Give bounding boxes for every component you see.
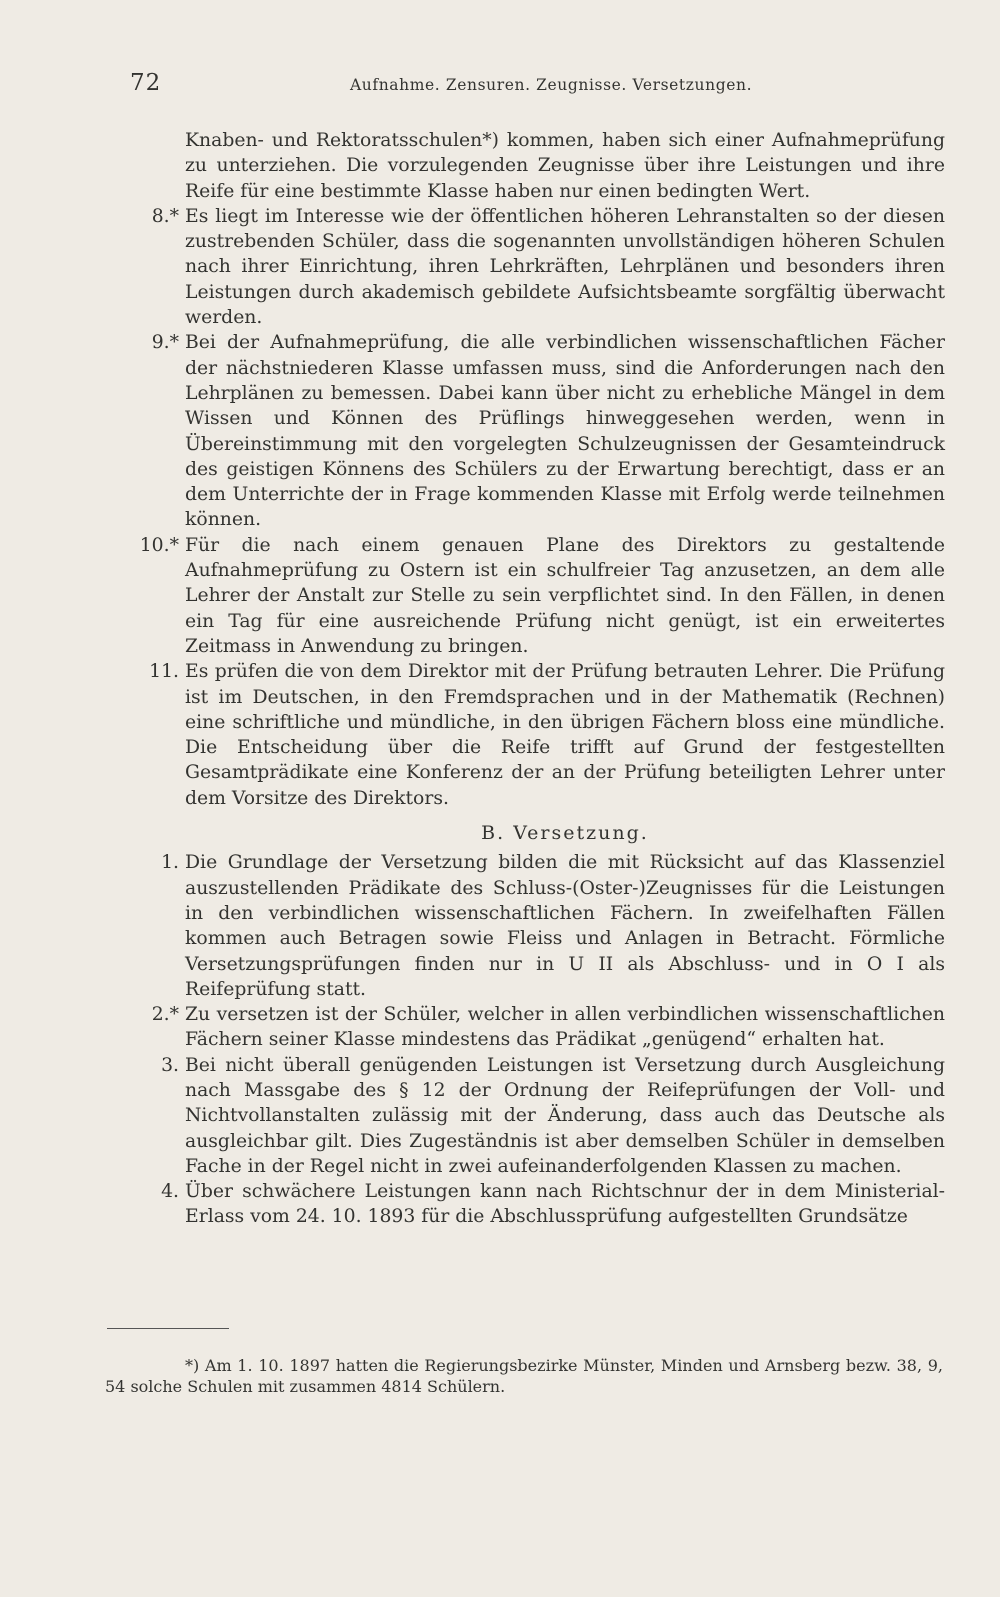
section-heading: B. Versetzung. bbox=[481, 822, 649, 845]
paragraph-text: Bei nicht überall genügenden Leistungen ist Versetzung durch Ausgleichung nach Massgabe des § 12 der Ordnung der Reifeprüfungen der Voll- und Nichtvollanstalten zulässig mit der Änderung, dass auch das Deutsche als ausgleichbar gilt. Dies Zugeständnis ist aber demselben Schüler in demselben Fache in der Regel nicht in zwei aufeinanderfolgenden Klassen zu machen. bbox=[185, 1054, 945, 1177]
paragraph-text: Es prüfen die von dem Direktor mit der Prüfung betrauten Lehrer. Die Prüfung ist im Deutschen, in den Fremdsprachen und in der Mathematik (Rechnen) eine schriftliche und mündliche, in den übrigen Fächern bloss eine mündliche. Die Entscheidung über die Reife trifft auf Grund der festgestellten Gesamtprädikate eine Konferenz der an der Prüfung beteiligten Lehrer unter dem Vorsitze des Direktors. bbox=[185, 661, 945, 809]
numbered-paragraph-b4 bbox=[161, 1179, 945, 1230]
numbered-paragraph-b3 bbox=[161, 1053, 945, 1179]
paragraph-number: 8.* bbox=[151, 205, 179, 227]
paragraph-text: Die Grundlage der Versetzung bilden die mit Rücksicht auf das Klassenziel auszustellenden Prädikate des Schluss-(Oster-)Zeugnisses für die Leistungen in den verbindlichen wissenschaftlichen Fächern. In zweifelhaften Fällen kommen auch Betragen sowie Fleiss und Anlagen in Betracht. Förmliche Versetzungsprüfungen finden nur in U II als Abschluss- und in O I als Reifeprüfung statt. bbox=[185, 852, 945, 1000]
page-header bbox=[130, 70, 940, 100]
numbered-paragraph-8 bbox=[151, 204, 945, 330]
paragraph-text: Zu versetzen ist der Schüler, welcher in allen verbindlichen wissenschaftlichen Fächern seiner Klasse mindestens das Prädikat „genügend“ erhalten hat. bbox=[185, 1004, 945, 1051]
running-title: Aufnahme. Zensuren. Zeugnisse. Versetzungen. bbox=[350, 76, 753, 94]
paragraph-text: Über schwächere Leistungen kann nach Richtschnur der in dem Ministerial-Erlass vom 24. 10. 1893 für die Abschlussprüfung aufgestellten Grundsätze bbox=[185, 1181, 945, 1228]
page-number: 72 bbox=[130, 70, 162, 96]
paragraph-number: 4. bbox=[161, 1181, 179, 1203]
paragraph-text: Für die nach einem genauen Plane des Direktors zu gestaltende Aufnahmeprüfung zu Ostern ist ein schulfreier Tag anzusetzen, an dem alle Lehrer der Anstalt zur Stelle zu sein verpflichtet sind. In den Fällen, in denen ein Tag für eine ausreichende Prüfung nicht genügt, ist ein erweitertes Zeitmass in Anwendung zu bringen. bbox=[185, 534, 945, 657]
footnote-divider bbox=[107, 1328, 229, 1329]
paragraph-number: 2.* bbox=[151, 1004, 179, 1026]
paragraph-number: 11. bbox=[149, 661, 179, 683]
numbered-paragraph-9 bbox=[151, 330, 945, 532]
footnote: *) Am 1. 10. 1897 hatten die Regierungsbezirke Münster, Minden und Arnsberg bezw. 38, 9, 54 solche Schulen mit zusammen 4814 Schülern. bbox=[105, 1356, 943, 1396]
paragraph-text: Bei der Aufnahmeprüfung, die alle verbindlichen wissenschaftlichen Fächer der nächstniederen Klasse umfassen muss, sind die Anforderungen nach den Lehrplänen zu bemessen. Dabei kann über nicht zu erhebliche Mängel in dem Wissen und Können des Prüflings hinweggesehen werden, wenn in Übereinstimmung mit den vorgelegten Schulzeugnissen der Gesamteindruck des geistigen Könnens des Schülers zu der Erwartung berechtigt, dass er an dem Unterrichte der in Frage kommenden Klasse mit Erfolg werde teilnehmen können. bbox=[185, 332, 945, 531]
paragraph-number: 9.* bbox=[151, 332, 179, 354]
paragraph-number: 1. bbox=[161, 852, 179, 874]
numbered-paragraph-b1 bbox=[161, 850, 945, 1002]
paragraph-text: Es liegt im Interesse wie der öffentlichen höheren Lehranstalten so der diesen zustrebenden Schüler, dass die sogenannten unvollständigen höheren Schulen nach ihrer Einrichtung, ihren Lehrkräften, Lehrplänen und besonders ihren Leistungen durch akademisch gebildete Aufsichtsbeamte sorgfältig überwacht werden. bbox=[185, 205, 945, 329]
numbered-paragraph-10 bbox=[139, 533, 945, 659]
paragraph-number: 10.* bbox=[139, 534, 179, 556]
paragraph-number: 3. bbox=[161, 1054, 179, 1076]
numbered-paragraph-b2 bbox=[151, 1002, 945, 1053]
numbered-paragraph-11 bbox=[149, 659, 945, 811]
continuation-paragraph: Knaben- und Rektoratsschulen*) kommen, haben sich einer Aufnahmeprüfung zu unterziehen. Die vorzulegenden Zeugnisse über ihre Leistungen und ihre Reife für eine bestimmte Klasse haben nur einen bedingten Wert. bbox=[185, 130, 945, 202]
body-text bbox=[139, 128, 945, 1230]
